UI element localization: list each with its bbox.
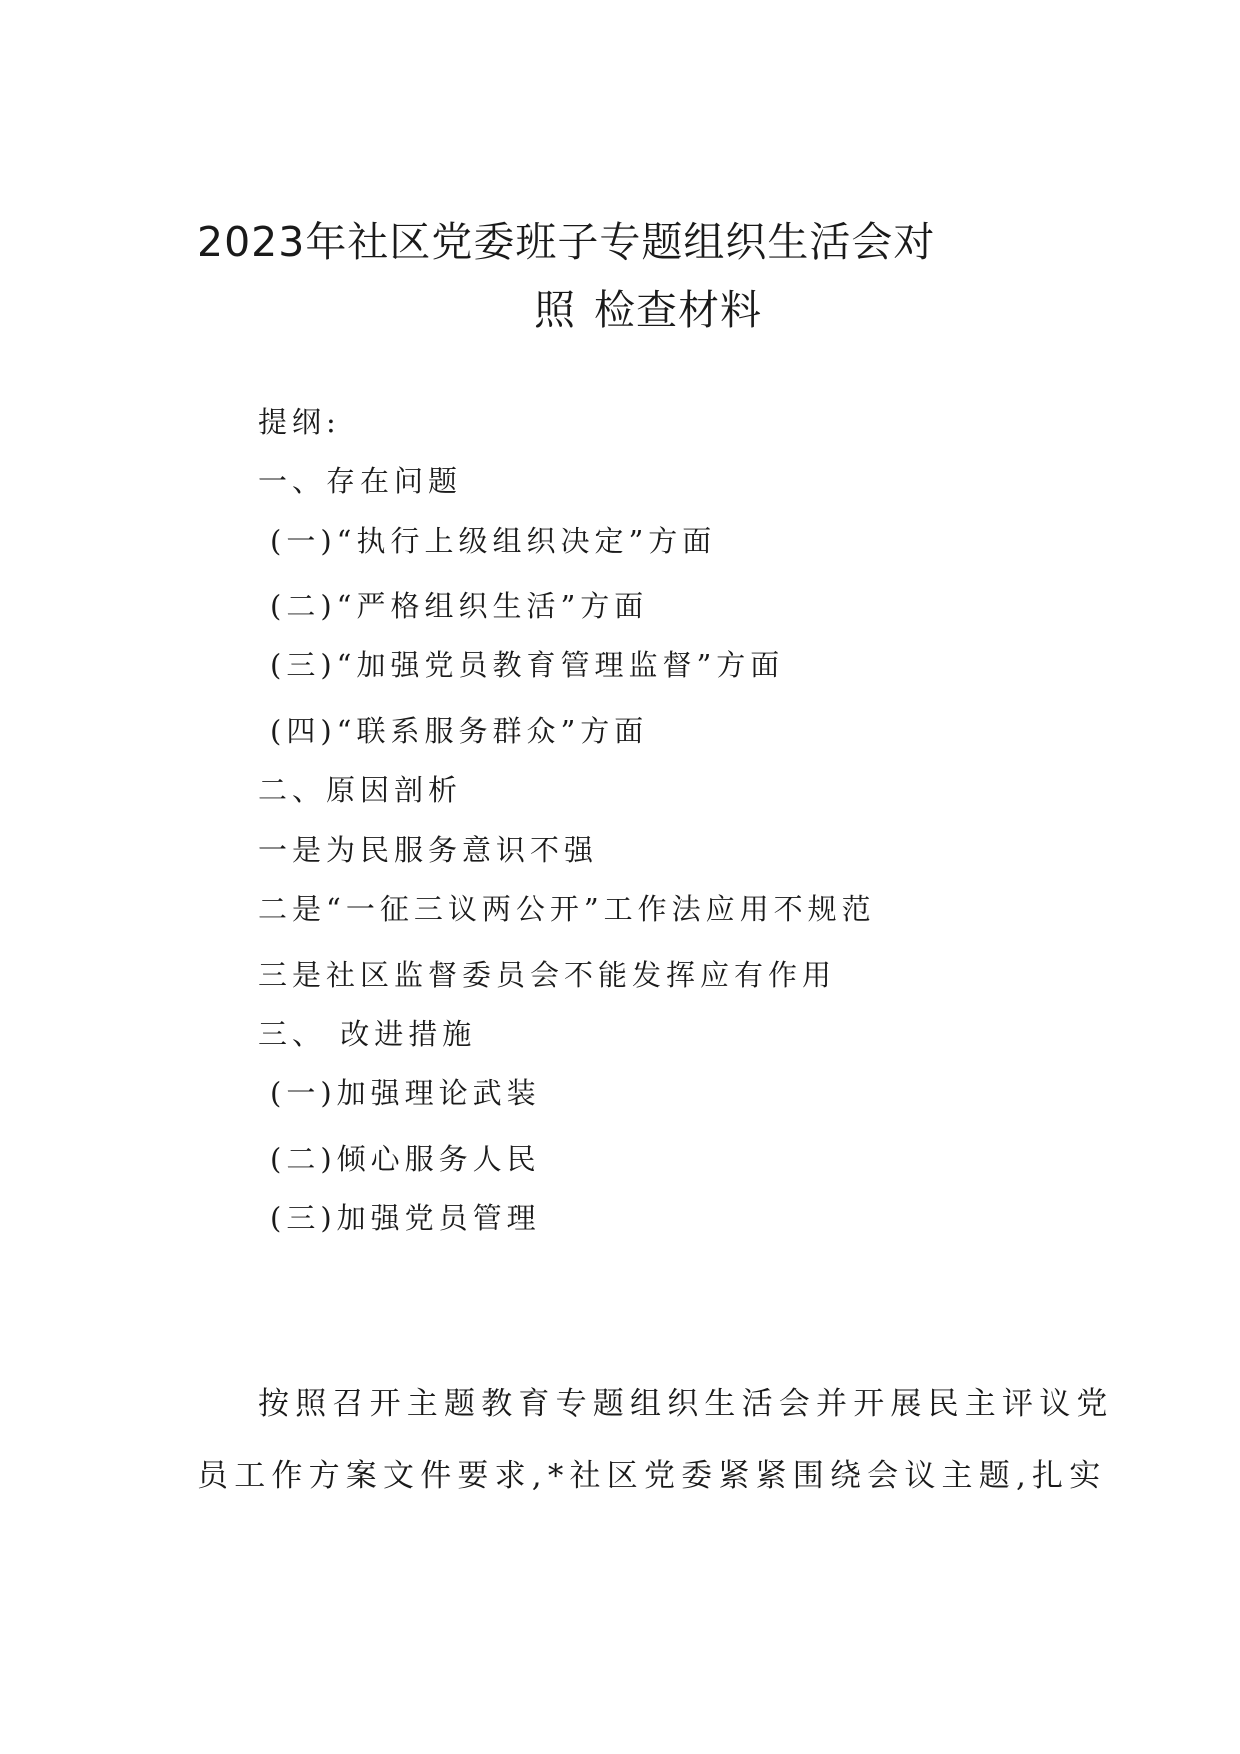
title-rest: 检查材料 <box>594 286 762 334</box>
section-3-item-1: (一)加强理论武装 <box>270 1076 541 1110</box>
section-1-heading: 一、存在问题 <box>258 464 463 498</box>
body-paragraph-line-2: 员工作方案文件要求,*社区党委紧紧围绕会议主题,扎实 <box>197 1458 1107 1494</box>
section-2-item-3: 三是社区监督委员会不能发挥应有作用 <box>258 958 837 992</box>
section-1-item-4: (四)“联系服务群众”方面 <box>270 714 649 748</box>
document-title: 2023年社区党委班子专题组织生活会对 <box>197 218 936 266</box>
section-1-item-1: (一)“执行上级组织决定”方面 <box>270 524 717 558</box>
body-paragraph-line-1: 按照召开主题教育专题组织生活会并开展民主评议党 <box>258 1386 1114 1422</box>
title-char: 照 <box>534 286 576 334</box>
section-2-item-2: 二是“一征三议两公开”工作法应用不规范 <box>258 892 876 926</box>
document-title-continued <box>534 286 762 334</box>
section-2-heading: 二、原因剖析 <box>258 773 463 807</box>
section-1-item-2: (二)“严格组织生活”方面 <box>270 589 649 623</box>
outline-label: 提纲: <box>258 405 341 439</box>
section-3-heading: 三、 改进措施 <box>258 1017 477 1051</box>
section-1-item-3: (三)“加强党员教育管理监督”方面 <box>270 648 785 682</box>
section-3-item-3: (三)加强党员管理 <box>270 1201 541 1235</box>
section-3-item-2: (二)倾心服务人民 <box>270 1142 541 1176</box>
section-2-item-1: 一是为民服务意识不强 <box>258 833 599 867</box>
